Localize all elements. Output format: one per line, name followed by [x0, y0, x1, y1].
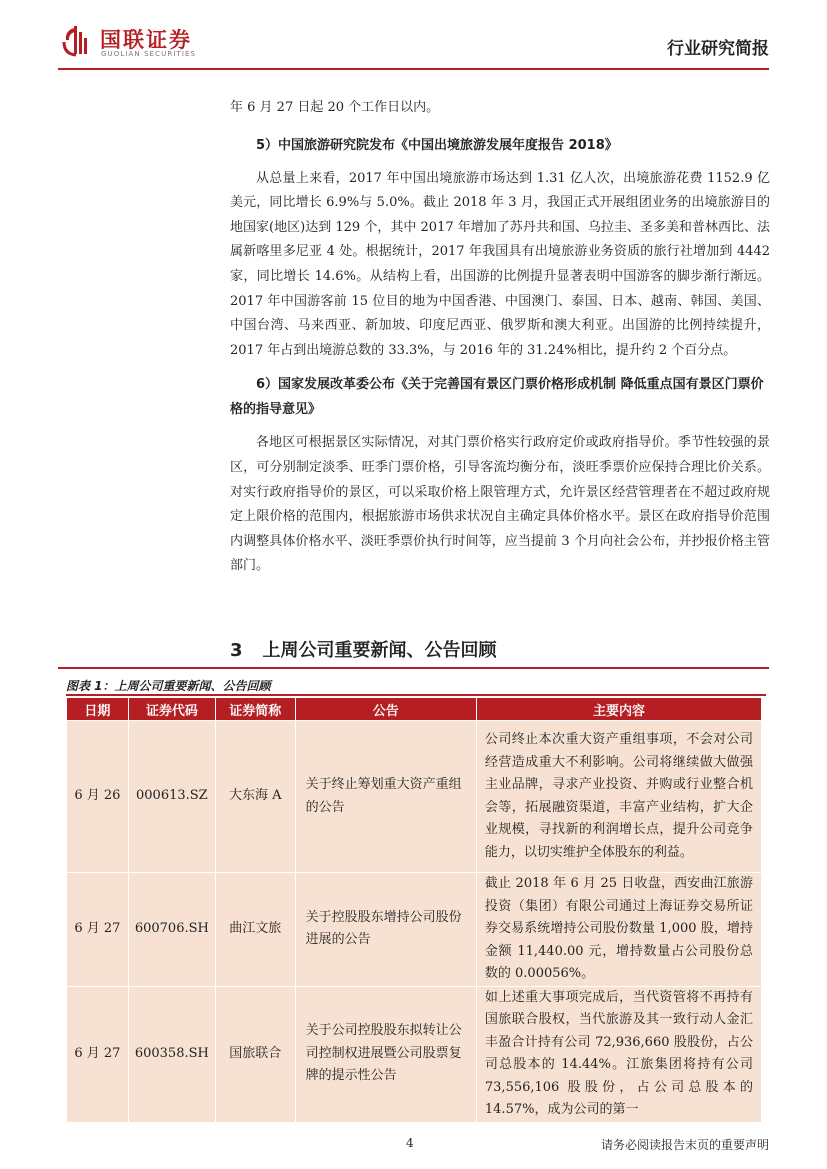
logo-subtext: GUOLIAN SECURITIES: [101, 50, 197, 58]
section-heading: 上周公司重要新闻、公告回顾: [262, 640, 497, 661]
figure-caption: 图表 1：上周公司重要新闻、公告回顾: [66, 679, 271, 693]
paragraph-5: 从总量上来看，2017 年中国出境旅游市场达到 1.31 亿人次，出境旅游花费 1152.9 亿美元，同比增长 6.9%与 5.0%。截止 2018 年 3 月，我国正式开展组团业务的出境旅游目的地国家(地区)达到 129 个，其中 2017 年增加了苏丹共和国、乌拉圭、圣多美和普林西比、法属新喀里多尼亚 4 处。根据统计，2017 年我国具有出境旅游业务资质的旅行社增加到 4442 家，同比增长 14.6%。从结构上看，出国游的比例提升显著表明中国游客的脚步渐行渐远。2017 年中国游客前 15 位目的地为中国香港、中国澳门、泰国、日本、越南、韩国、美国、中国台湾、马来西亚、新加坡、印度尼西亚、俄罗斯和澳大利亚。出国游的比例持续提升，2017 年占到出境游总数的 33.3%，与 2016 年的 31.24%相比，提升约 2 个百分点。: [230, 170, 770, 358]
cell-code: 000613.SZ: [128, 721, 215, 873]
cell-date: 6 月 26: [67, 721, 129, 873]
cell-announcement: 关于公司控股股东拟转让公司控制权进展暨公司股票复牌的提示性公告: [295, 986, 476, 1122]
cell-code: 600358.SH: [128, 986, 215, 1122]
cell-date: 6 月 27: [67, 986, 129, 1122]
cell-date: 6 月 27: [67, 873, 129, 987]
cell-content: 如上述重大事项完成后，当代资管将不再持有国旅联合股权，当代旅游及其一致行动人金汇丰盈合计持有公司 72,936,660 股股份，占公司总股本的 14.44%。江旅集团将持有公司 73,556,106 股股份，占公司总股本的 14.57%，成为公司的第一: [476, 986, 761, 1122]
col-header-announcement: 公告: [295, 698, 476, 721]
header-divider: [58, 68, 769, 70]
table-row: [67, 986, 762, 1122]
subheading-6: 6）国家发展改革委公布《关于完善国有景区门票价格形成机制 降低重点国有景区门票价格的指导意见》: [230, 377, 764, 418]
cell-content: 公司终止本次重大资产重组事项，不会对公司经营造成重大不利影响。公司将继续做大做强主业品牌，寻求产业投资、并购或行业整合机会等，拓展融资渠道，丰富产业结构，扩大企业规模，寻找新的利润增长点，提升公司竞争能力，以切实维护全体股东的利益。: [476, 721, 761, 873]
news-table: [66, 697, 762, 1123]
paragraph-tail: 年 6 月 27 日起 20 个工作日以内。: [230, 100, 440, 115]
figure-divider: [66, 694, 766, 696]
section-number: 3: [230, 640, 243, 661]
col-header-name: 证券简称: [215, 698, 295, 721]
logo-text: 国联证券: [100, 28, 192, 52]
cell-content: 截止 2018 年 6 月 25 日收盘，西安曲江旅游投资（集团）有限公司通过上海证券交易所证券交易系统增持公司股份数量 1,000 股，增持金额 11,440.00 元，增持数量占公司股份总数的 0.00056%。: [476, 873, 761, 987]
section-title: [230, 636, 497, 662]
cell-name: 国旅联合: [215, 986, 295, 1122]
report-type: 行业研究简报: [667, 39, 769, 59]
footer-disclaimer: 请务必阅读报告末页的重要声明: [600, 1138, 769, 1152]
cell-announcement: 关于控股股东增持公司股份进展的公告: [295, 873, 476, 987]
page-header: [0, 0, 827, 72]
cell-code: 600706.SH: [128, 873, 215, 987]
guolian-logo-icon: [58, 22, 94, 58]
body-text: [230, 96, 770, 579]
col-header-code: 证券代码: [128, 698, 215, 721]
section-divider: [58, 667, 769, 669]
cell-announcement: 关于终止筹划重大资产重组的公告: [295, 721, 476, 873]
table-row: [67, 721, 762, 873]
paragraph-6: 各地区可根据景区实际情况，对其门票价格实行政府定价或政府指导价。季节性较强的景区，可分别制定淡季、旺季门票价格，引导客流均衡分布，淡旺季票价应保持合理比价关系。对实行政府指导价的景区，可以采取价格上限管理方式，允许景区经营管理者在不超过政府规定上限价格的范围内，根据旅游市场供求状况自主确定具体价格水平。景区在政府指导价范围内调整具体价格水平、淡旺季票价执行时间等，应当提前 3 个月向社会公布，并抄报价格主管部门。: [230, 435, 770, 574]
col-header-date: 日期: [67, 698, 129, 721]
subheading-5: 5）中国旅游研究院发布《中国出境旅游发展年度报告 2018》: [256, 137, 618, 153]
cell-name: 大东海 A: [215, 721, 295, 873]
cell-name: 曲江文旅: [215, 873, 295, 987]
page-number: 4: [406, 1136, 414, 1150]
table-header-row: [67, 698, 762, 721]
table-row: [67, 873, 762, 987]
col-header-content: 主要内容: [476, 698, 761, 721]
